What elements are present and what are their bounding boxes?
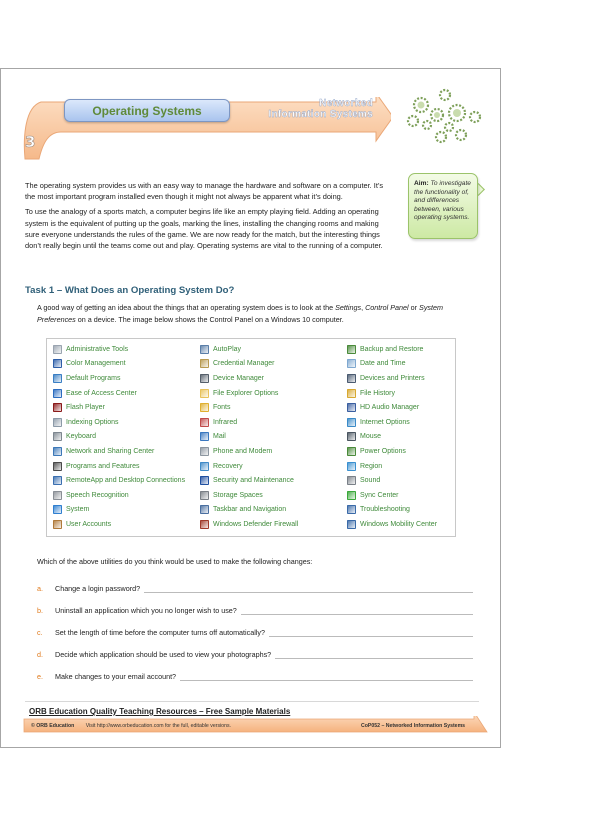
control-panel-item-label: Region [360,462,383,470]
term-system-preferences: System Preferences [37,303,443,324]
intro-paragraph: To use the analogy of a sports match, a computer begins life like an empty playing field. Adding an operating system is the equivalent of putting up the goals, marking the lines, installing the changing rooms and making sure everyone understands the rules of the game. We are now ready for the match, but the interesting things don’t really begin until the teams come out and play. Operating systems are vital to the running of a computer. [25,207,383,251]
question-e [37,672,473,681]
control-panel-item[interactable] [347,488,437,503]
control-panel-item-label: Device Manager [213,374,264,382]
term-control-panel: Control Panel [365,303,409,312]
flag-icon [200,476,209,485]
question-text: Uninstall an application which you no longer wish to use? [55,606,237,615]
indexing-icon [53,418,62,427]
control-panel-column-2 [200,342,298,532]
answer-line[interactable] [144,584,473,593]
question-text: Set the length of time before the computer turns off automatically? [55,628,266,637]
programs-icon [53,462,62,471]
control-panel-item[interactable] [347,503,437,518]
default-programs-icon [53,374,62,383]
control-panel-item[interactable] [200,503,298,518]
intro-text [25,180,395,255]
control-panel-item[interactable] [53,415,185,430]
control-panel-item-label: AutoPlay [213,345,242,353]
question-text: Decide which application should be used to view your photographs? [55,650,272,659]
control-panel-item-label: RemoteApp and Desktop Connections [66,477,186,485]
control-panel-item-label: Storage Spaces [213,491,263,499]
control-panel-item[interactable] [53,517,185,532]
control-panel-item[interactable] [347,444,437,459]
control-panel-item-label: HD Audio Manager [360,404,420,412]
speaker-icon [347,476,356,485]
control-panel-item-label: Sound [360,477,381,485]
footer-course-code: CoP052 – Networked Information Systems [361,723,466,729]
control-panel-item[interactable] [200,473,298,488]
control-panel-item[interactable] [53,430,185,445]
control-panel-item[interactable] [200,415,298,430]
intro-paragraph: The operating system provides us with an easy way to manage the hardware and software on a computer. It’s the most important program installed even though it might not always be apparent what it’s doing. [25,181,384,202]
control-panel-item-label: Speech Recognition [66,491,129,499]
control-panel-item-label: Backup and Restore [360,345,424,353]
infrared-icon [200,418,209,427]
control-panel-item[interactable] [53,444,185,459]
control-panel-item-label: Fonts [213,404,231,412]
fonts-icon [200,403,209,412]
clock-icon [347,359,356,368]
control-panel-item-label: Indexing Options [66,418,119,426]
control-panel-item[interactable] [53,473,185,488]
control-panel-item[interactable] [347,517,437,532]
question-prompt: Which of the above utilities do you think would be used to make the following changes: [37,557,313,566]
page-title-text: Operating Systems [92,103,202,118]
control-panel-item[interactable] [347,473,437,488]
control-panel-item-label: Administrative Tools [66,345,129,353]
control-panel-item-label: Infrared [213,418,238,426]
control-panel-item-label: Keyboard [66,433,96,441]
control-panel-item-label: Windows Mobility Center [360,520,438,528]
control-panel-item[interactable] [53,342,185,357]
remoteapp-icon [53,476,62,485]
keyboard-icon [53,432,62,441]
answer-line[interactable] [180,672,473,681]
control-panel-item[interactable] [200,517,298,532]
control-panel-item-label: Network and Sharing Center [66,447,155,455]
control-panel-item-label: Taskbar and Navigation [213,506,287,514]
storage-icon [200,491,209,500]
control-panel-item[interactable] [53,386,185,401]
question-d [37,650,473,659]
control-panel-item[interactable] [53,459,185,474]
question-c [37,628,473,637]
worksheet-page [0,68,501,748]
question-b [37,606,473,615]
control-panel-item[interactable] [200,488,298,503]
recovery-icon [200,462,209,471]
series-title-line1: Networked [319,98,373,109]
control-panel-item[interactable] [200,342,298,357]
control-panel-item-label: File Explorer Options [213,389,279,397]
monitor-color-icon [53,359,62,368]
chapter-number: 3 [25,133,36,151]
question-letter: e. [37,672,43,681]
control-panel-item[interactable] [53,357,185,372]
control-panel-item-label: Color Management [66,360,126,368]
audio-manager-icon [347,403,356,412]
device-manager-icon [200,374,209,383]
internet-options-icon [347,418,356,427]
control-panel-item[interactable] [200,444,298,459]
control-panel-item-label: Recovery [213,462,243,470]
aim-box [408,173,478,239]
mail-icon [200,432,209,441]
control-panel-item-label: Date and Time [360,360,406,368]
flash-icon [53,403,62,412]
footer-title: ORB Education Quality Teaching Resources – Free Sample Materials [29,707,291,716]
question-letter: c. [37,628,43,637]
control-panel-item[interactable] [53,488,185,503]
control-panel-item[interactable] [347,357,437,372]
question-a [37,584,473,593]
page-title [64,99,230,122]
control-panel-item[interactable] [347,342,437,357]
control-panel-item[interactable] [200,400,298,415]
control-panel-item[interactable] [347,415,437,430]
sync-icon [347,491,356,500]
term-settings: Settings [335,303,362,312]
mouse-icon [347,432,356,441]
separator: or [408,303,420,312]
control-panel-item-label: Sync Center [360,491,399,499]
power-icon [347,447,356,456]
control-panel-item[interactable] [347,386,437,401]
aim-label: Aim: [414,180,429,187]
control-panel-item-label: Troubleshooting [360,506,410,514]
control-panel-item-label: Ease of Access Center [66,389,137,397]
answer-line[interactable] [269,628,473,637]
file-history-icon [347,389,356,398]
firewall-icon [200,520,209,529]
control-panel-item[interactable] [200,430,298,445]
control-panel-item-label: Power Options [360,447,406,455]
control-panel-item-label: Windows Defender Firewall [213,520,299,528]
control-panel-item-label: Credential Manager [213,360,275,368]
control-panel-item[interactable] [200,459,298,474]
control-panel-item[interactable] [53,400,185,415]
control-panel-item-label: Security and Maintenance [213,477,294,485]
control-panel-item-label: System [66,506,90,514]
control-panel-column-1 [53,342,185,532]
series-title [263,98,373,120]
credential-icon [200,359,209,368]
question-letter: a. [37,584,43,593]
aim-text: To investigate the functionality of, and differences between, various operating systems. [414,180,471,222]
control-panel-image [46,338,456,537]
printer-icon [347,374,356,383]
control-panel-item-label: Flash Player [66,404,105,412]
question-letter: b. [37,606,43,615]
control-panel-item-label: Default Programs [66,374,121,382]
control-panel-item-label: File History [360,389,396,397]
control-panel-item-label: Programs and Features [66,462,140,470]
control-panel-item-label: Internet Options [360,418,410,426]
task-intro [37,302,477,326]
control-panel-item[interactable] [200,371,298,386]
control-panel-item-label: User Accounts [66,520,112,528]
folder-options-icon [200,389,209,398]
control-panel-item[interactable] [347,430,437,445]
control-panel-item[interactable] [347,371,437,386]
question-text: Make changes to your email account? [55,672,177,681]
region-icon [347,462,356,471]
user-accounts-icon [53,520,62,529]
task-intro-text: A good way of getting an idea about the things that an operating system does is to look at the [37,303,336,312]
gears-icon [405,87,485,149]
series-title-line2: Information Systems [268,109,373,120]
separator: , [361,303,366,312]
ease-of-access-icon [53,389,62,398]
control-panel-item[interactable] [200,357,298,372]
control-panel-item-label: Devices and Printers [360,374,425,382]
footer-left-text [31,723,231,729]
answer-line[interactable] [275,650,473,659]
microphone-icon [53,491,62,500]
control-panel-item[interactable] [200,386,298,401]
footer-copyright: © ORB Education [31,723,75,729]
aim-callout [408,173,478,242]
backup-icon [347,345,356,354]
troubleshooting-icon [347,505,356,514]
phone-icon [200,447,209,456]
footer-visit-link[interactable]: Visit http://www.orbeducation.com for the full, editable versions. [85,723,231,729]
control-panel-item[interactable] [347,400,437,415]
tools-icon [53,345,62,354]
autoplay-icon [200,345,209,354]
control-panel-item-label: Mail [213,433,226,441]
taskbar-icon [200,505,209,514]
control-panel-item[interactable] [53,503,185,518]
system-icon [53,505,62,514]
control-panel-item-label: Mouse [360,433,382,441]
control-panel-item-label: Phone and Modem [213,447,273,455]
control-panel-item[interactable] [53,371,185,386]
task-intro-text: on a device. The image below shows the Control Panel on a Windows 10 computer. [75,315,344,324]
question-letter: d. [37,650,43,659]
control-panel-item[interactable] [347,459,437,474]
network-icon [53,447,62,456]
mobility-icon [347,520,356,529]
question-text: Change a login password? [55,584,141,593]
control-panel-column-3 [347,342,437,532]
task-heading: Task 1 – What Does an Operating System Do? [25,285,235,296]
footer-divider [25,701,479,702]
answer-line[interactable] [241,606,473,615]
